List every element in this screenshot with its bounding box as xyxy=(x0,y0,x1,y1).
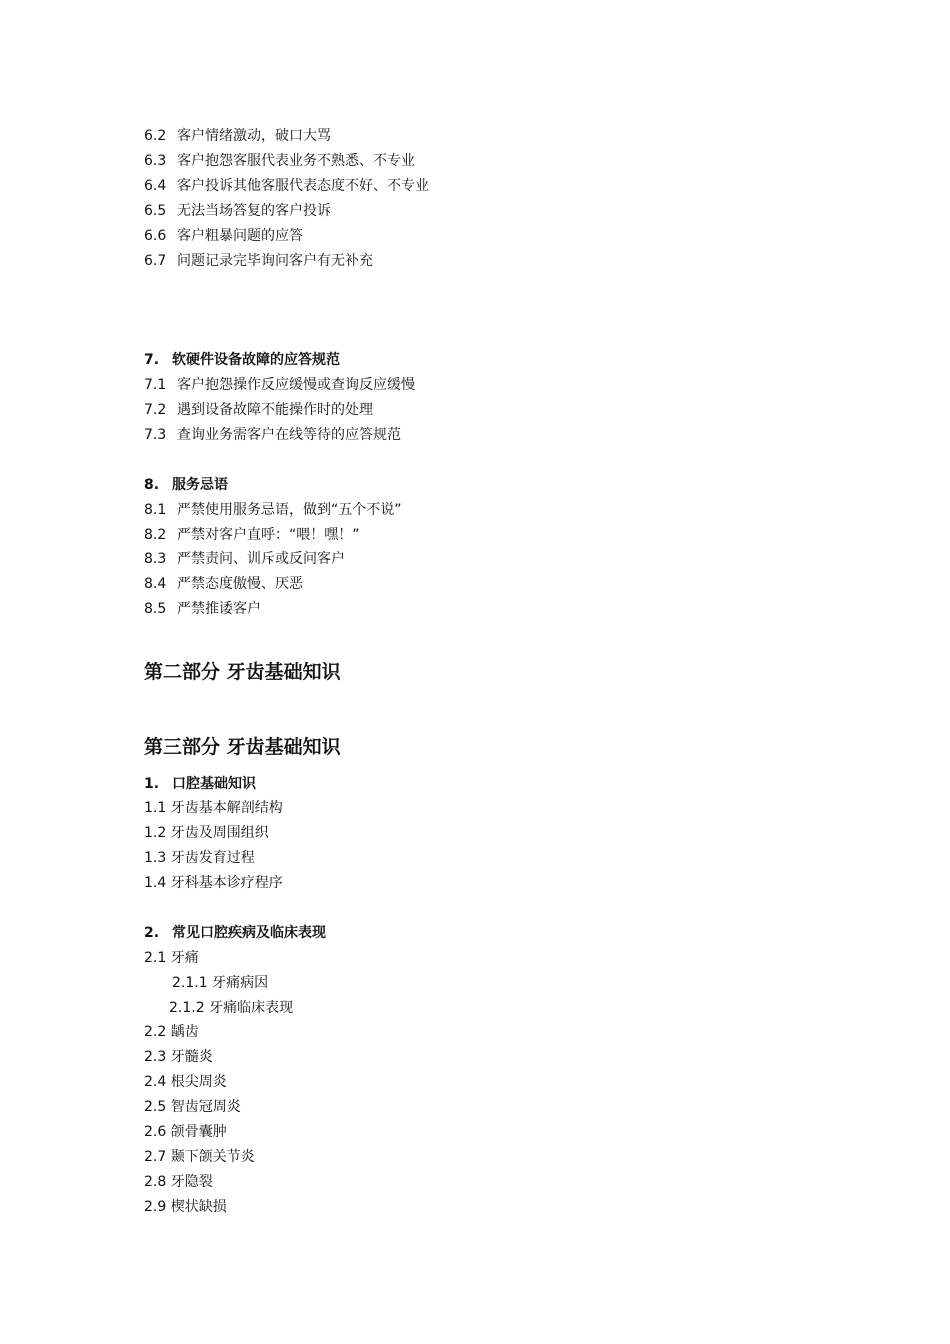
list-item-p3-1-4: 1.4 牙科基本诊疗程序 xyxy=(144,875,283,891)
list-item-7-3: 7.3 查询业务需客户在线等待的应答规范 xyxy=(144,427,401,443)
list-item-6-3: 6.3 客户抱怨客服代表业务不熟悉、不专业 xyxy=(144,153,415,169)
list-item-6-2: 6.2 客户情绪激动，破口大骂 xyxy=(144,128,331,144)
list-item-8-5: 8.5 严禁推诿客户 xyxy=(144,601,261,617)
list-item-8-1: 8.1 严禁使用服务忌语，做到“五个不说” xyxy=(144,502,402,518)
list-item-8-4: 8.4 严禁态度傲慢、厌恶 xyxy=(144,576,303,592)
list-item-6-5: 6.5 无法当场答复的客户投诉 xyxy=(144,203,331,219)
list-item-p3-2-2: 2.2 龋齿 xyxy=(144,1024,199,1040)
list-item-6-6: 6.6 客户粗暴问题的应答 xyxy=(144,228,303,244)
list-item-p3-2-8: 2.8 牙隐裂 xyxy=(144,1174,213,1190)
list-item-p3-2-9: 2.9 楔状缺损 xyxy=(144,1199,227,1215)
section-heading-p3-2: 2. 常见口腔疾病及临床表现 xyxy=(144,925,326,941)
list-item-p3-2-1-1: 2.1.1 牙痛病因 xyxy=(172,975,269,991)
list-item-p3-2-7: 2.7 颞下颌关节炎 xyxy=(144,1149,255,1165)
list-item-p3-1-1: 1.1 牙齿基本解剖结构 xyxy=(144,800,283,816)
part-heading-2: 第二部分 牙齿基础知识 xyxy=(144,661,341,683)
list-item-7-1: 7.1 客户抱怨操作反应缓慢或查询反应缓慢 xyxy=(144,377,415,393)
list-item-p3-2-5: 2.5 智齿冠周炎 xyxy=(144,1099,241,1115)
part-heading-3: 第三部分 牙齿基础知识 xyxy=(144,736,341,758)
list-item-p3-2-4: 2.4 根尖周炎 xyxy=(144,1074,227,1090)
list-item-p3-1-2: 1.2 牙齿及周围组织 xyxy=(144,825,269,841)
list-item-p3-2-1-2: 2.1.2 牙痛临床表现 xyxy=(169,1000,294,1016)
section-heading-8: 8. 服务忌语 xyxy=(144,477,228,493)
list-item-6-7: 6.7 问题记录完毕询问客户有无补充 xyxy=(144,253,373,269)
list-item-8-2: 8.2 严禁对客户直呼：“喂！嘿！” xyxy=(144,527,360,543)
list-item-6-4: 6.4 客户投诉其他客服代表态度不好、不专业 xyxy=(144,178,429,194)
list-item-p3-2-6: 2.6 颌骨囊肿 xyxy=(144,1124,227,1140)
list-item-p3-1-3: 1.3 牙齿发育过程 xyxy=(144,850,255,866)
section-heading-p3-1: 1. 口腔基础知识 xyxy=(144,776,256,792)
section-heading-7: 7. 软硬件设备故障的应答规范 xyxy=(144,352,340,368)
list-item-7-2: 7.2 遇到设备故障不能操作时的处理 xyxy=(144,402,373,418)
list-item-p3-2-1: 2.1 牙痛 xyxy=(144,950,199,966)
list-item-p3-2-3: 2.3 牙髓炎 xyxy=(144,1049,213,1065)
list-item-8-3: 8.3 严禁责问、训斥或反问客户 xyxy=(144,551,345,567)
